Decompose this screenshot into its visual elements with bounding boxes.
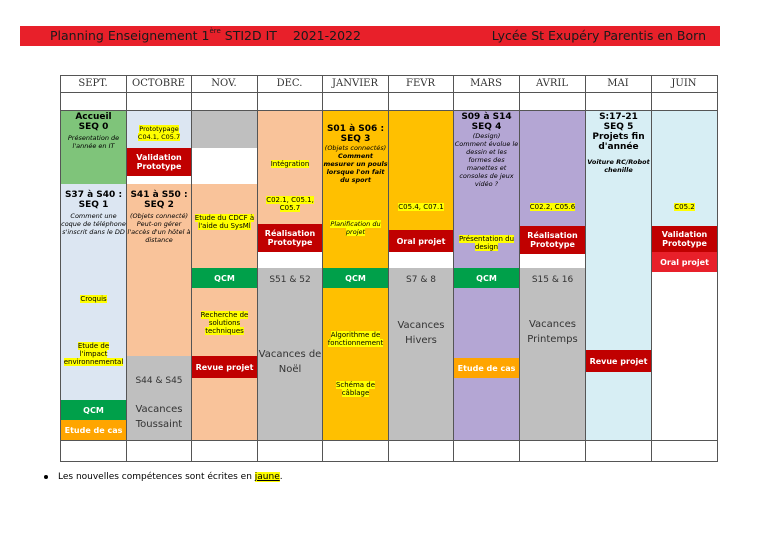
month-header-avril: AVRIL: [535, 78, 569, 89]
seq1-weeks: S37 à S40 :: [64, 190, 123, 200]
dec-vacances: Vacances de Noël: [258, 349, 322, 375]
seq5-title: Projets fin d'année: [592, 132, 645, 152]
seq1-label: SEQ 1: [78, 200, 109, 210]
fevr-weeks: S7 & 8: [406, 275, 436, 285]
month-header-octobre: OCTOBRE: [132, 78, 185, 89]
jan-qcm-band: QCM: [323, 268, 388, 288]
mars-qcm-band: QCM: [454, 268, 519, 288]
fevr-oral-band: Oral projet: [389, 230, 453, 252]
mars-seq4-text: [454, 112, 519, 188]
avril-realisation-band: Réalisation Prototype: [520, 226, 585, 254]
oct-validation-band: Validation Prototype: [127, 148, 191, 176]
month-header-janvier: JANVIER: [332, 78, 378, 89]
sept-qcm-band: QCM: [61, 400, 126, 420]
sept-croquis: Croquis: [80, 295, 107, 303]
month-header-juin: JUIN: [671, 78, 697, 89]
jan-schema: Schéma de câblage: [335, 381, 376, 397]
dec-weeks: S51 & 52: [269, 275, 311, 285]
avril-vacances-block: [520, 268, 585, 440]
seq3-sub: (Objets connectés): [324, 144, 387, 152]
nov-gray-block: [192, 110, 257, 148]
jan-algorithme: Algorithme de fonctionnement: [327, 331, 384, 347]
jan-seq3-text: [323, 124, 388, 184]
dec-integration: Intégration: [270, 160, 310, 168]
mars-etude-cas-band: Etude de cas: [454, 358, 519, 378]
seq3-desc: Comment mesurer un pouls lorsque l'on fait du sport: [323, 152, 388, 184]
month-header-sept: SEPT.: [78, 78, 108, 89]
seq0-desc: Présentation de l'année en IT: [67, 134, 120, 150]
month-header-mars: MARS: [470, 78, 502, 89]
avril-weeks: S15 & 16: [531, 275, 574, 285]
seq2-desc: (Objets connecté) Peut-on gérer l'accès d'un hôtel à distance: [127, 212, 191, 244]
juin-validation-band: Validation Prototype: [652, 226, 717, 252]
nov-lower-block: [192, 378, 257, 440]
seq2-label: SEQ 2: [144, 200, 174, 210]
nov-revue-band: Revue projet: [192, 356, 257, 378]
dec-realisation-band: Réalisation Prototype: [258, 224, 322, 252]
mars-presentation: Présentation du design: [458, 235, 515, 251]
avril-competences: C02.2, C05.6: [529, 203, 576, 211]
month-header-dec: DEC.: [276, 78, 303, 89]
seq5-desc: Voiture RC/Robot chenille: [587, 158, 650, 174]
jan-planification: Planification du projet: [330, 220, 381, 236]
footnote: Les nouvelles compétences sont écrites en jaune.: [44, 472, 283, 482]
school-name: Lycée St Exupéry Parentis en Born: [491, 28, 706, 43]
nov-recherche: Recherche de solutions techniques: [200, 311, 249, 335]
seq0-title: Accueil: [75, 112, 112, 122]
fevr-top-block: [389, 110, 453, 230]
mai-seq5-text: [586, 112, 651, 174]
fevr-vacances-block: [389, 268, 453, 440]
seq4-weeks: S09 à S14: [461, 112, 512, 122]
seq3-weeks: S01 à S06 :: [326, 124, 385, 134]
seq0-label: SEQ 0: [78, 122, 109, 132]
juin-oral-band: Oral projet: [652, 252, 717, 272]
month-header-mai: MAI: [607, 78, 629, 89]
month-header-nov: NOV.: [211, 78, 237, 89]
oct-weeks: S44 & S45: [135, 376, 183, 386]
seq1-desc: Comment une coque de téléphone s'inscrit dans le DD: [61, 212, 126, 236]
sept-seq1-text: [61, 190, 126, 236]
oct-vacances: Vacances Toussaint: [135, 404, 183, 430]
oct-prototypage: Prototypage C04.1, C05.7: [137, 125, 181, 141]
month-header-fevr: FEVR: [406, 78, 435, 89]
nov-cdcf: Etude du CDCF à l'aide du SysMl: [194, 214, 255, 230]
nov-qcm-band: QCM: [192, 268, 257, 288]
mai-lower-block: [586, 372, 651, 440]
bullet-icon: [44, 475, 48, 479]
sept-seq0-text: [61, 112, 126, 150]
dec-competences: C02.1, C05.1, C05.7: [266, 196, 314, 212]
seq4-desc: Comment évolue le dessin et les formes des manettes et consoles de jeux vidéo ?: [454, 140, 519, 188]
page-title: Planning Enseignement 1ère STI2D IT 2021-2022: [50, 27, 361, 43]
seq2-weeks: S41 à S50 :: [130, 190, 188, 200]
juin-competences: C05.2: [674, 203, 695, 211]
sept-impact: Etude de l'impact environnemental: [63, 342, 124, 366]
seq5-label: SEQ 5: [603, 122, 634, 132]
seq3-label: SEQ 3: [340, 134, 371, 144]
title-banner: [20, 26, 720, 46]
mai-revue-band: Revue projet: [586, 350, 651, 372]
fevr-vacances: Vacances Hivers: [397, 320, 445, 346]
seq4-sub: (Design): [472, 132, 501, 140]
seq4-label: SEQ 4: [471, 122, 502, 132]
avril-vacances: Vacances Printemps: [527, 319, 578, 345]
oct-seq2-text: [127, 190, 191, 244]
jan-lower-block: [323, 288, 388, 440]
fevr-competences: C05.4, C07.1: [398, 203, 444, 211]
sept-etude-cas-band: Etude de cas: [61, 420, 126, 440]
seq5-weeks: S:17-21: [599, 112, 638, 122]
dec-top-block: [258, 110, 322, 132]
